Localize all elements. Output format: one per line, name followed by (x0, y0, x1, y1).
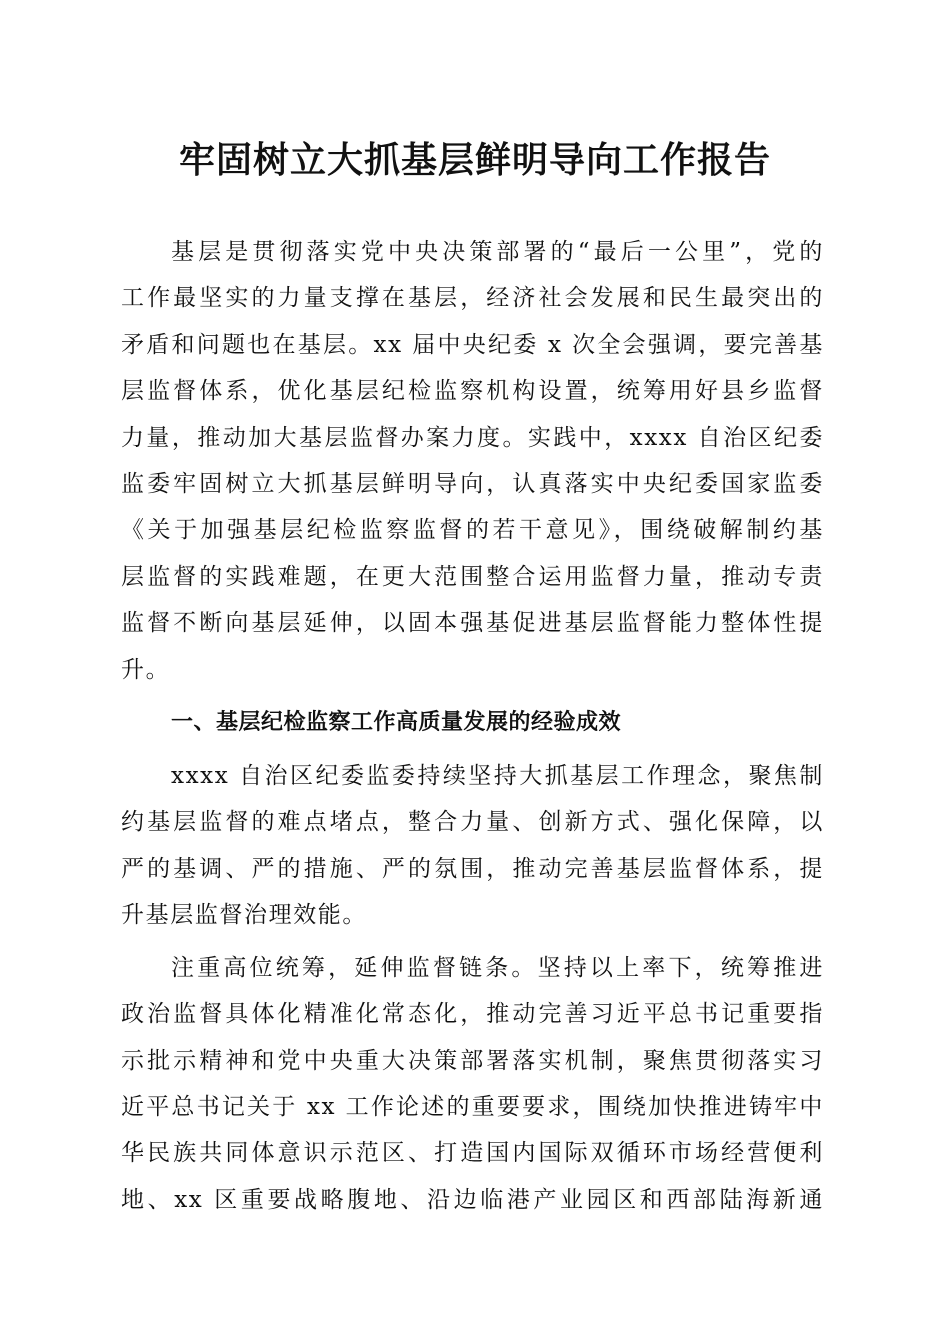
text-line: 矛盾和问题也在基层。xx 届中央纪委 x 次全会强调，要完善基 (121, 331, 824, 358)
text-line: 注重高位统筹，延伸监督链条。坚持以上率下，统筹推进 (171, 954, 824, 981)
intro-paragraph (121, 229, 824, 693)
text-line: 近平总书记关于 xx 工作论述的重要要求，围绕加快推进铸牢中 (121, 1093, 824, 1120)
section-paragraph (121, 945, 824, 1223)
document-body (121, 229, 824, 1223)
text-line: 华民族共同体意识示范区、打造国内国际双循环市场经营便利 (121, 1140, 824, 1167)
document-title: 牢固树立大抓基层鲜明导向工作报告 (178, 139, 771, 181)
text-line: 层监督的实践难题，在更大范围整合运用监督力量，推动专责 (121, 563, 824, 590)
text-line: 基层是贯彻落实党中央决策部署的“最后一公里”，党的 (171, 239, 824, 265)
text-line: 约基层监督的难点堵点，整合力量、创新方式、强化保障，以 (121, 809, 824, 836)
text-line: 力量，推动加大基层监督办案力度。实践中，xxxx 自治区纪委 (121, 424, 824, 451)
text-line: 升。 (121, 656, 171, 683)
text-line: xxxx 自治区纪委监委持续坚持大抓基层工作理念，聚焦制 (171, 763, 824, 790)
text-line: 工作最坚实的力量支撑在基层，经济社会发展和民生最突出的 (121, 285, 824, 312)
text-line: 地、xx 区重要战略腹地、沿边临港产业园区和西部陆海新通 (121, 1186, 824, 1213)
text-line: 升基层监督治理效能。 (121, 902, 367, 929)
text-line: 层监督体系，优化基层纪检监察机构设置，统筹用好县乡监督 (121, 378, 824, 405)
text-line: 《关于加强基层纪检监察监督的若干意见》，围绕破解制约基 (121, 517, 824, 544)
text-line: 示批示精神和党中央重大决策部署落实机制，聚焦贯彻落实习 (121, 1047, 824, 1074)
section-paragraph (121, 753, 824, 939)
text-line: 严的基调、严的措施、严的氛围，推动完善基层监督体系，提 (121, 855, 824, 882)
text-line: 监委牢固树立大抓基层鲜明导向，认真落实中央纪委国家监委 (121, 471, 824, 498)
text-line: 监督不断向基层延伸，以固本强基促进基层监督能力整体性提 (121, 610, 824, 637)
text-line: 政治监督具体化精准化常态化，推动完善习近平总书记重要指 (121, 1001, 824, 1028)
section-heading: 一、基层纪检监察工作高质量发展的经验成效 (171, 710, 622, 736)
